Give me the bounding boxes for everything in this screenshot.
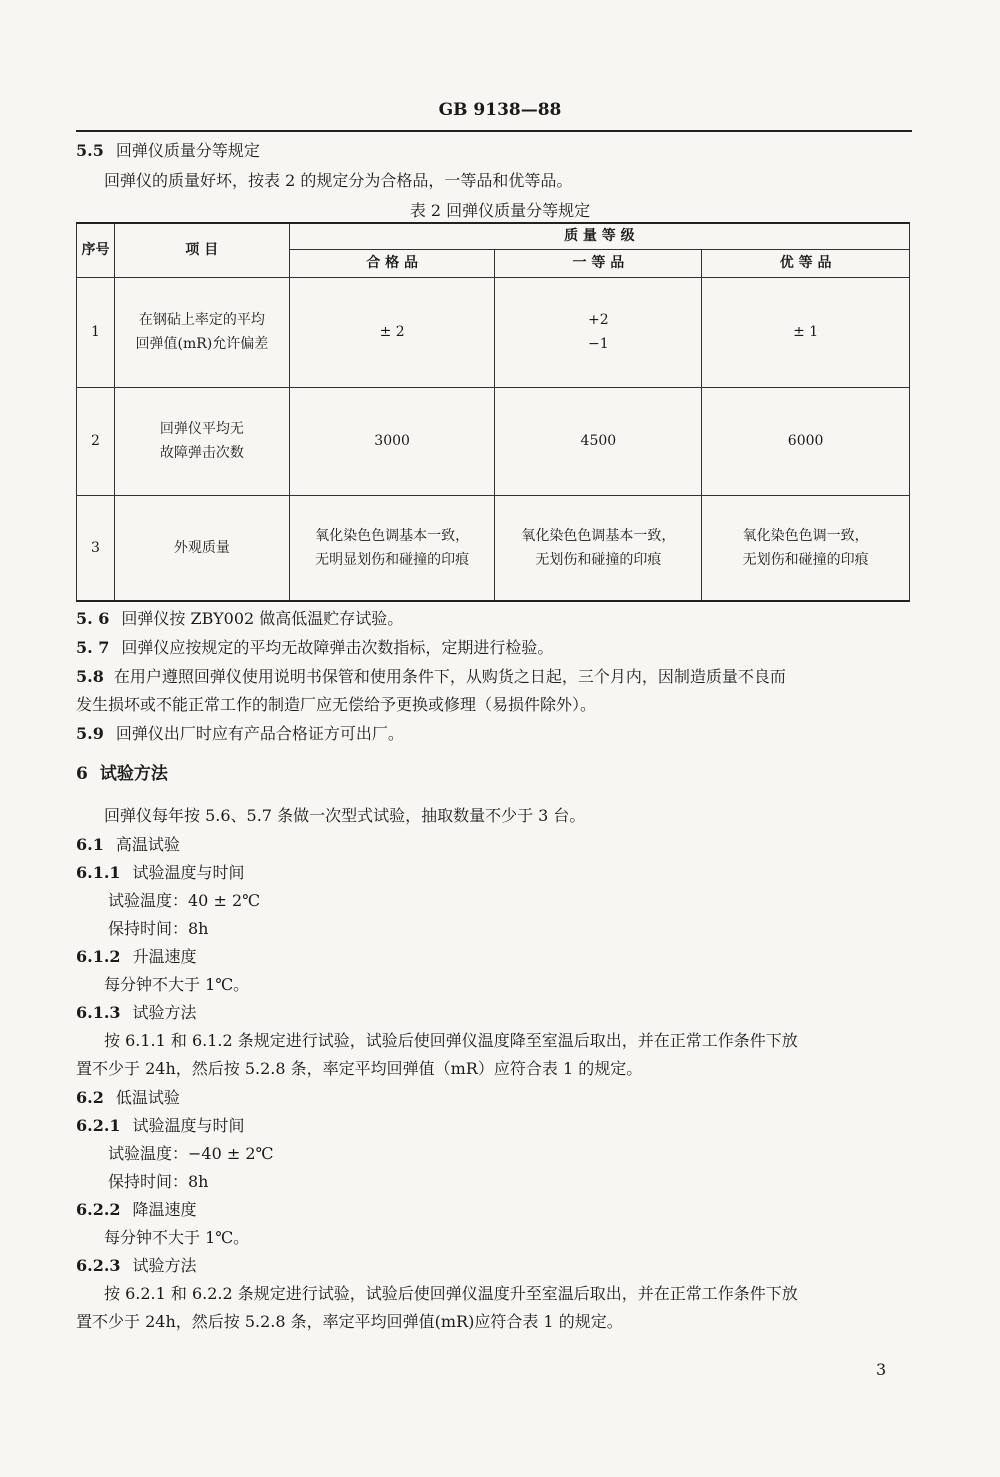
- section-6-1-2-line: 每分钟不大于 1℃。: [104, 975, 250, 994]
- header-grade-superior: 优 等 品: [702, 249, 910, 277]
- row-grade-qualified: ± 2: [289, 277, 495, 387]
- section-title: 低温试验: [115, 1088, 180, 1107]
- row-grade-qualified: [289, 495, 495, 601]
- header-rule: [76, 130, 912, 132]
- section-6-2-heading: [76, 1087, 180, 1109]
- section-6-1-3-line: 置不少于 24h，然后按 5.2.8 条，率定平均回弹值（mR）应符合表 1 的规定。: [76, 1059, 643, 1078]
- section-text: 回弹仪出厂时应有产品合格证方可出厂。: [115, 724, 404, 743]
- section-6-2-2-line: 每分钟不大于 1℃。: [104, 1228, 250, 1247]
- section-6-2-1-heading: [76, 1115, 245, 1137]
- section-6-1-1-line: 保持时间：8h: [108, 919, 209, 938]
- row-grade-line: 氧化染色色调一致，: [742, 527, 869, 544]
- section-number: 6.1: [76, 835, 104, 854]
- section-6-1-2-heading: [76, 946, 197, 968]
- section-number: 5. 7: [76, 638, 110, 657]
- section-title: 试验方法: [132, 1256, 197, 1275]
- row-item: [114, 387, 289, 495]
- row-grade-line: −1: [588, 336, 609, 352]
- table-row: [77, 387, 910, 495]
- row-item-line: 故障弹击次数: [159, 445, 244, 461]
- table-caption: 表 2 回弹仪质量分等规定: [409, 201, 591, 220]
- row-item-line: 回弹仪平均无: [159, 421, 244, 437]
- section-6-1-3-heading: [76, 1002, 197, 1024]
- row-no: 2: [77, 387, 115, 495]
- row-grade-superior: ± 1: [702, 277, 910, 387]
- section-number: 5.9: [76, 724, 104, 743]
- section-text: 回弹仪应按规定的平均无故障弹击次数指标，定期进行检验。: [121, 638, 554, 657]
- row-grade-superior: 6000: [702, 387, 910, 495]
- section-6-2-3-heading: [76, 1255, 197, 1277]
- section-number: 6.2.2: [76, 1200, 121, 1219]
- row-no: 3: [77, 495, 115, 601]
- row-grade-line: 氧化染色色调基本一致，: [521, 527, 676, 544]
- row-item-line: 在钢砧上率定的平均: [138, 312, 265, 328]
- page-number: 3: [876, 1360, 887, 1379]
- row-item: [114, 277, 289, 387]
- section-title: 试验温度与时间: [132, 1116, 245, 1135]
- row-grade-first: [495, 495, 702, 601]
- section-6-text: 回弹仪每年按 5.6、5.7 条做一次型式试验，抽取数量不少于 3 台。: [104, 806, 586, 825]
- row-grade-line: +2: [588, 312, 609, 328]
- section-number: 5.8: [76, 667, 104, 686]
- section-5-5-heading: [76, 140, 260, 162]
- row-grade-line: 无划伤和碰撞的印痕: [742, 551, 869, 568]
- section-title: 试验方法: [99, 764, 168, 784]
- section-number: 6: [76, 764, 88, 784]
- page-header: GB 9138—88: [438, 100, 562, 120]
- header-item: 项 目: [114, 223, 289, 277]
- section-5-7: [76, 637, 553, 659]
- section-6-2-1-line: 保持时间：8h: [108, 1172, 209, 1191]
- section-number: 6.2.3: [76, 1256, 121, 1275]
- section-6-2-1-line: 试验温度：−40 ± 2℃: [108, 1144, 274, 1163]
- header-grade-qualified: 合 格 品: [289, 249, 495, 277]
- section-number: 6.1.3: [76, 1003, 121, 1022]
- section-5-9: [76, 723, 404, 745]
- section-number: 5. 6: [76, 609, 110, 628]
- section-number: 6.2.1: [76, 1116, 121, 1135]
- section-number: 6.1.1: [76, 863, 121, 882]
- section-5-8: [76, 666, 786, 688]
- quality-grade-table: [76, 222, 910, 602]
- section-title: 升温速度: [132, 947, 197, 966]
- section-5-8-cont: 发生损坏或不能正常工作的制造厂应无偿给予更换或修理（易损件除外）。: [76, 695, 597, 714]
- section-5-6: [76, 608, 403, 630]
- row-grade-superior: [702, 495, 910, 601]
- section-5-5-text: 回弹仪的质量好坏，按表 2 的规定分为合格品，一等品和优等品。: [104, 171, 573, 190]
- table-row: [77, 495, 910, 601]
- row-grade-line: 氧化染色色调基本一致，: [315, 527, 470, 544]
- row-item-line: 回弹值(mR)允许偏差: [135, 336, 269, 352]
- row-item: 外观质量: [114, 495, 289, 601]
- section-number: 6.2: [76, 1088, 104, 1107]
- section-6-2-3-line: 按 6.2.1 和 6.2.2 条规定进行试验，试验后使回弹仪温度升至室温后取出，并在正常工作条件下放: [104, 1284, 798, 1303]
- section-title: 试验温度与时间: [132, 863, 245, 882]
- section-6-2-2-heading: [76, 1199, 197, 1221]
- section-number: 6.1.2: [76, 947, 121, 966]
- section-6-1-heading: [76, 834, 180, 856]
- section-6-1-1-heading: [76, 862, 245, 884]
- section-6-2-3-line: 置不少于 24h，然后按 5.2.8 条，率定平均回弹值(mR)应符合表 1 的规定。: [76, 1312, 623, 1331]
- row-grade-line: 无明显划伤和碰撞的印痕: [315, 551, 470, 568]
- row-no: 1: [77, 277, 115, 387]
- row-grade-first: [495, 277, 702, 387]
- row-grade-qualified: 3000: [289, 387, 495, 495]
- section-title: 高温试验: [115, 835, 180, 854]
- section-6-heading: [76, 763, 168, 785]
- header-grade: 质 量 等 级: [289, 223, 909, 249]
- row-grade-first: 4500: [495, 387, 702, 495]
- section-title: 降温速度: [132, 1200, 197, 1219]
- section-6-1-1-line: 试验温度：40 ± 2℃: [108, 891, 261, 910]
- section-text: 在用户遵照回弹仪使用说明书保管和使用条件下，从购货之日起，三个月内，因制造质量不良而: [113, 667, 786, 686]
- table-row: [77, 277, 910, 387]
- section-text: 回弹仪按 ZBY002 做高低温贮存试验。: [121, 609, 404, 628]
- section-number: 5.5: [76, 141, 104, 160]
- header-no: 序号: [77, 223, 115, 277]
- section-title: 试验方法: [132, 1003, 197, 1022]
- row-grade-line: 无划伤和碰撞的印痕: [535, 551, 662, 568]
- section-6-1-3-line: 按 6.1.1 和 6.1.2 条规定进行试验，试验后使回弹仪温度降至室温后取出，并在正常工作条件下放: [104, 1031, 798, 1050]
- section-title: 回弹仪质量分等规定: [115, 141, 260, 160]
- header-grade-first: 一 等 品: [495, 249, 702, 277]
